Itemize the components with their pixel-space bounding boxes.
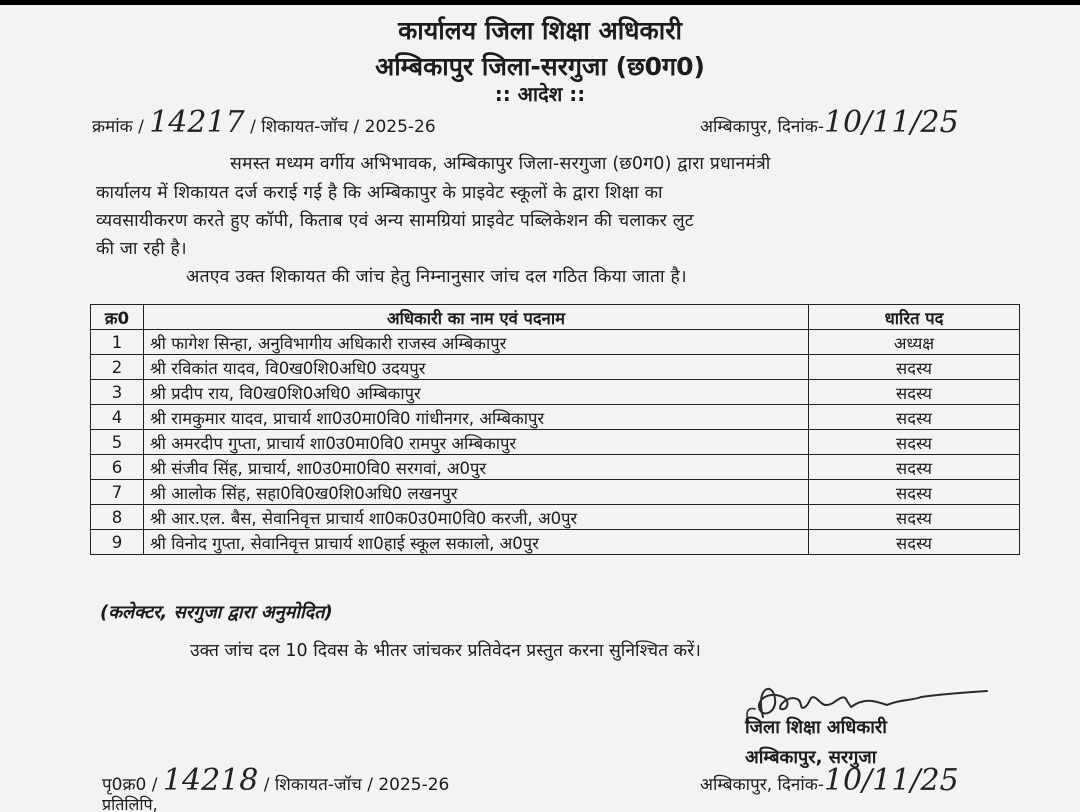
row-officer-name: श्री प्रदीप राय, वि0ख0शि0अधि0 अम्बिकापुर — [144, 380, 809, 405]
signatory-place: अम्बिकापुर, सरगुजा — [745, 747, 877, 768]
table-row — [91, 380, 1020, 405]
para1-line2: कार्यालय में शिकायत दर्ज कराई गई है कि अम्बिकापुर के प्राइवेट स्कूलों के द्वारा शिक्षा का — [96, 183, 663, 203]
row-position: सदस्य — [809, 355, 1020, 380]
district-heading: अम्बिकापुर जिला-सरगुजा (छ0ग0) — [375, 52, 705, 81]
copy-number-prefix: पृ0क्र0 / — [102, 775, 158, 795]
row-serial: 5 — [91, 430, 144, 455]
order-date-line — [700, 105, 959, 140]
header-serial: क्र0 — [91, 305, 144, 330]
document-page — [0, 5, 1080, 812]
approval-note: (कलेक्टर, सरगुजा द्वारा अनुमोदित) — [100, 602, 333, 623]
table-row — [91, 330, 1020, 355]
row-officer-name: श्री विनोद गुप्ता, सेवानिवृत्त प्राचार्य शा0हाई स्कूल सकालो, अ0पुर — [144, 530, 809, 555]
order-number-handwritten: 14217 — [149, 105, 245, 140]
para1-line3: व्यवसायीकरण करते हुए कॉपी, किताब एवं अन्य सामग्रियां प्राइवेट पब्लिकेशन की चलाकर लुट — [96, 211, 694, 231]
row-position: सदस्य — [809, 505, 1020, 530]
row-position: सदस्य — [809, 430, 1020, 455]
table-row — [91, 530, 1020, 555]
header-position: धारित पद — [809, 305, 1020, 330]
order-date-handwritten: 10/11/25 — [823, 105, 959, 140]
row-officer-name: श्री रविकांत यादव, वि0ख0शि0अधि0 उदयपुर — [144, 355, 809, 380]
row-serial: 2 — [91, 355, 144, 380]
copy-place-date-label: अम्बिकापुर, दिनांक- — [700, 775, 824, 795]
row-position: सदस्य — [809, 455, 1020, 480]
row-officer-name: श्री आर.एल. बैस, सेवानिवृत्त प्राचार्य शा0क0उ0मा0वि0 करजी, अ0पुर — [144, 505, 809, 530]
committee-table — [90, 304, 1020, 555]
instruction-text: उक्त जांच दल 10 दिवस के भीतर जांचकर प्रतिवेदन प्रस्तुत करना सुनिश्चित करें। — [190, 641, 701, 661]
row-serial: 6 — [91, 455, 144, 480]
row-position: अध्यक्ष — [809, 330, 1020, 355]
row-position: सदस्य — [809, 530, 1020, 555]
para1-line1: समस्त मध्यम वर्गीय अभिभावक, अम्बिकापुर जिला-सरगुजा (छ0ग0) द्वारा प्रधानमंत्री — [230, 154, 771, 174]
copy-to-label: प्रतिलिपि, — [102, 795, 158, 812]
row-position: सदस्य — [809, 480, 1020, 505]
row-position: सदस्य — [809, 405, 1020, 430]
table-row — [91, 480, 1020, 505]
header-officer-name: अधिकारी का नाम एवं पदनाम — [144, 305, 809, 330]
table-row — [91, 430, 1020, 455]
row-serial: 9 — [91, 530, 144, 555]
row-position: सदस्य — [809, 380, 1020, 405]
table-row — [91, 405, 1020, 430]
para2: अतएव उक्त शिकायत की जांच हेतु निम्नानुसार जांच दल गठित किया जाता है। — [186, 267, 687, 287]
row-officer-name: श्री रामकुमार यादव, प्राचार्य शा0उ0मा0वि0 गांधीनगर, अम्बिकापुर — [144, 405, 809, 430]
row-serial: 8 — [91, 505, 144, 530]
row-serial: 1 — [91, 330, 144, 355]
copy-number-handwritten: 14218 — [162, 763, 259, 798]
order-place-date-label: अम्बिकापुर, दिनांक- — [700, 117, 824, 137]
row-serial: 7 — [91, 480, 144, 505]
row-officer-name: श्री आलोक सिंह, सहा0वि0ख0शि0अधि0 लखनपुर — [144, 480, 809, 505]
table-row — [91, 355, 1020, 380]
copy-number-suffix: / शिकायत-जॉच / 2025-26 — [263, 775, 450, 795]
order-number-prefix: क्रमांक / — [92, 117, 144, 137]
row-serial: 4 — [91, 405, 144, 430]
row-serial: 3 — [91, 380, 144, 405]
office-heading: कार्यालय जिला शिक्षा अधिकारी — [398, 16, 682, 45]
copy-date-handwritten: 10/11/25 — [823, 763, 959, 798]
row-officer-name: श्री फागेश सिन्हा, अनुविभागीय अधिकारी राजस्व अम्बिकापुर — [144, 330, 809, 355]
para1-line4: की जा रही है। — [96, 239, 187, 259]
table-row — [91, 505, 1020, 530]
table-row — [91, 455, 1020, 480]
row-officer-name: श्री अमरदीप गुप्ता, प्राचार्य शा0उ0मा0वि0 रामपुर अम्बिकापुर — [144, 430, 809, 455]
copy-date-line — [700, 763, 959, 798]
table-header-row — [91, 305, 1020, 330]
signatory-title: जिला शिक्षा अधिकारी — [745, 717, 887, 738]
order-heading: :: आदेश :: — [494, 82, 586, 106]
order-number-suffix: / शिकायत-जॉच / 2025-26 — [250, 117, 436, 137]
order-number-line — [92, 105, 436, 140]
row-officer-name: श्री संजीव सिंह, प्राचार्य, शा0उ0मा0वि0 सरगवां, अ0पुर — [144, 455, 809, 480]
